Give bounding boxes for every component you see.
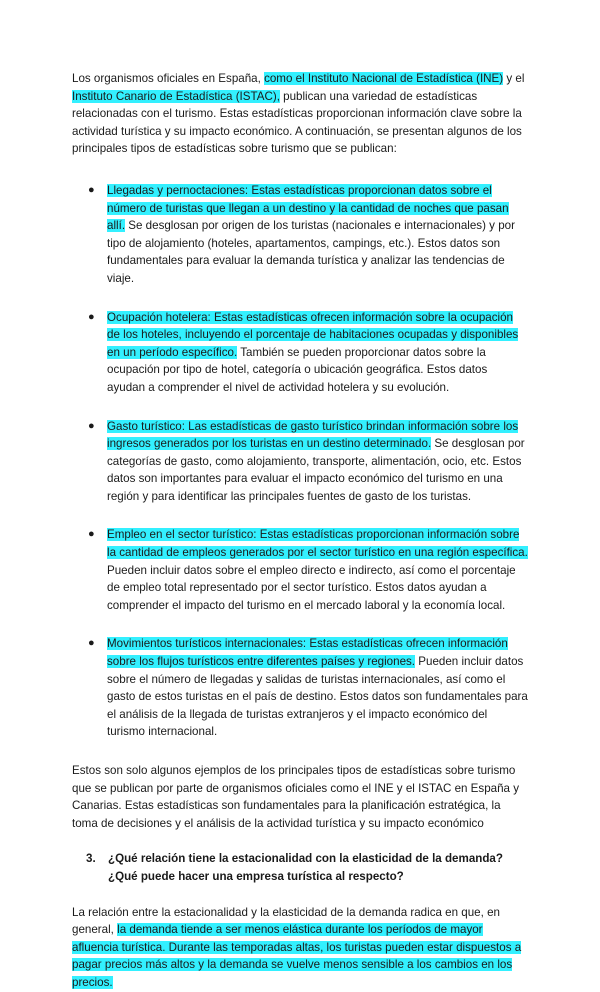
question-number: 3. bbox=[86, 852, 96, 866]
list-item bbox=[72, 635, 528, 741]
list-item-text bbox=[107, 526, 528, 614]
list-item-highlight: Ocupación hotelera: Estas estadísticas ofrecen información sobre la ocupación de los hoteles, incluyendo el porcentaje de habitaciones ocupadas y disponibles en un período específico. bbox=[107, 310, 519, 359]
list-item-rest: Se desglosan por categorías de gasto, como alojamiento, transporte, alimentación, ocio, etc. Estos datos son importantes para evaluar el impacto económico del turismo en una región y para identificar las principales fuentes de gasto de los turistas. bbox=[107, 437, 525, 503]
bullet-icon: ● bbox=[88, 419, 95, 432]
intro-text-2: y el bbox=[503, 72, 525, 85]
intro-highlight-ine: como el Instituto Nacional de Estadística (INE) bbox=[264, 72, 504, 85]
answer-highlight: la demanda tiende a ser menos elástica durante los períodos de mayor afluencia turística. Durante las temporadas altas, los turistas pueden estar dispuestos a pagar precios más altos y la demanda se vuelve menos sensible a los cambios en los precios. bbox=[72, 923, 522, 989]
list-item bbox=[72, 526, 528, 614]
list-item-rest: También se pueden proporcionar datos sobre la ocupación por tipo de hotel, categoría o ubicación geográfica. Estos datos ayudan a comprender el nivel de actividad hotelera y su evolución. bbox=[107, 345, 488, 394]
list-item bbox=[72, 182, 528, 288]
list-item bbox=[72, 418, 528, 506]
intro-paragraph bbox=[72, 70, 528, 158]
closing-paragraph: Estos son solo algunos ejemplos de los principales tipos de estadísticas sobre turismo que se publican por parte de organismos oficiales como el INE y el ISTAC en España y Canarias. Estas estadísticas son fundamentales para la planificación estratégica, la toma de decisiones y el análisis de la actividad turística y su impacto económico bbox=[72, 764, 520, 830]
question-text: ¿Qué relación tiene la estacionalidad con la elasticidad de la demanda? ¿Qué puede hacer una empresa turística al respecto? bbox=[108, 852, 503, 883]
bullet-icon: ● bbox=[88, 183, 95, 196]
answer-paragraph bbox=[72, 904, 528, 992]
list-item-highlight: Gasto turístico: Las estadísticas de gasto turístico brindan información sobre los ingresos generados por los turistas en un destino determinado. bbox=[107, 419, 519, 451]
list-item-text bbox=[107, 182, 528, 288]
list-item-text bbox=[107, 635, 528, 741]
list-item-rest: Pueden incluir datos sobre el empleo directo e indirecto, así como el porcentaje de empleo total representado por el sector turístico. Estos datos ayudan a comprender el impacto del turismo en el mercado laboral y la economía local. bbox=[107, 563, 516, 612]
answer-text: La relación entre la estacionalidad y la elasticidad de la demanda radica en que, en general, bbox=[72, 905, 500, 937]
bullet-icon: ● bbox=[88, 310, 95, 323]
list-item bbox=[72, 309, 528, 397]
list-item-highlight: Movimientos turísticos internacionales: Estas estadísticas ofrecen información sobre los flujos turísticos entre diferentes países y regiones. bbox=[107, 637, 508, 669]
question-heading bbox=[72, 850, 528, 885]
bullet-icon: ● bbox=[88, 528, 95, 541]
list-item-rest: Pueden incluir datos sobre el número de llegadas y salidas de turistas internacionales, así como el gasto de estos turistas en el país de destino. Estos datos son fundamentales para el análisis de la llegada de turistas extranjeros y el impacto económico del turismo internacional. bbox=[107, 655, 528, 739]
list-item-highlight: Empleo en el sector turístico: Estas estadísticas proporcionan información sobre la cantidad de empleos generados por el sector turístico en una región específica. bbox=[107, 528, 528, 560]
list-item-rest: Se desglosan por origen de los turistas (nacionales e internacionales) y por tipo de alojamiento (hoteles, apartamentos, campings, etc.). Estos datos son fundamentales para evaluar la demanda turística y analizar las tendencias de viaje. bbox=[107, 219, 515, 285]
list-item-text bbox=[107, 418, 528, 506]
list-item-text bbox=[107, 309, 528, 397]
intro-text-1: Los organismos oficiales en España, bbox=[72, 72, 265, 85]
list-item-highlight: Llegadas y pernoctaciones: Estas estadísticas proporcionan datos sobre el número de turistas que llegan a un destino y la cantidad de noches que pasan allí. bbox=[107, 183, 509, 233]
statistics-list bbox=[72, 182, 528, 741]
bullet-icon: ● bbox=[88, 637, 95, 650]
intro-highlight-istac: Instituto Canario de Estadística (ISTAC), bbox=[72, 89, 280, 103]
intro-text-3: publican una variedad de estadísticas relacionadas con el turismo. Estas estadísticas proporcionan información clave sobre la actividad turística y su impacto económico. A continuación, se presentan algunos de los principales tipos de estadísticas sobre turismo que se publican: bbox=[72, 89, 522, 156]
